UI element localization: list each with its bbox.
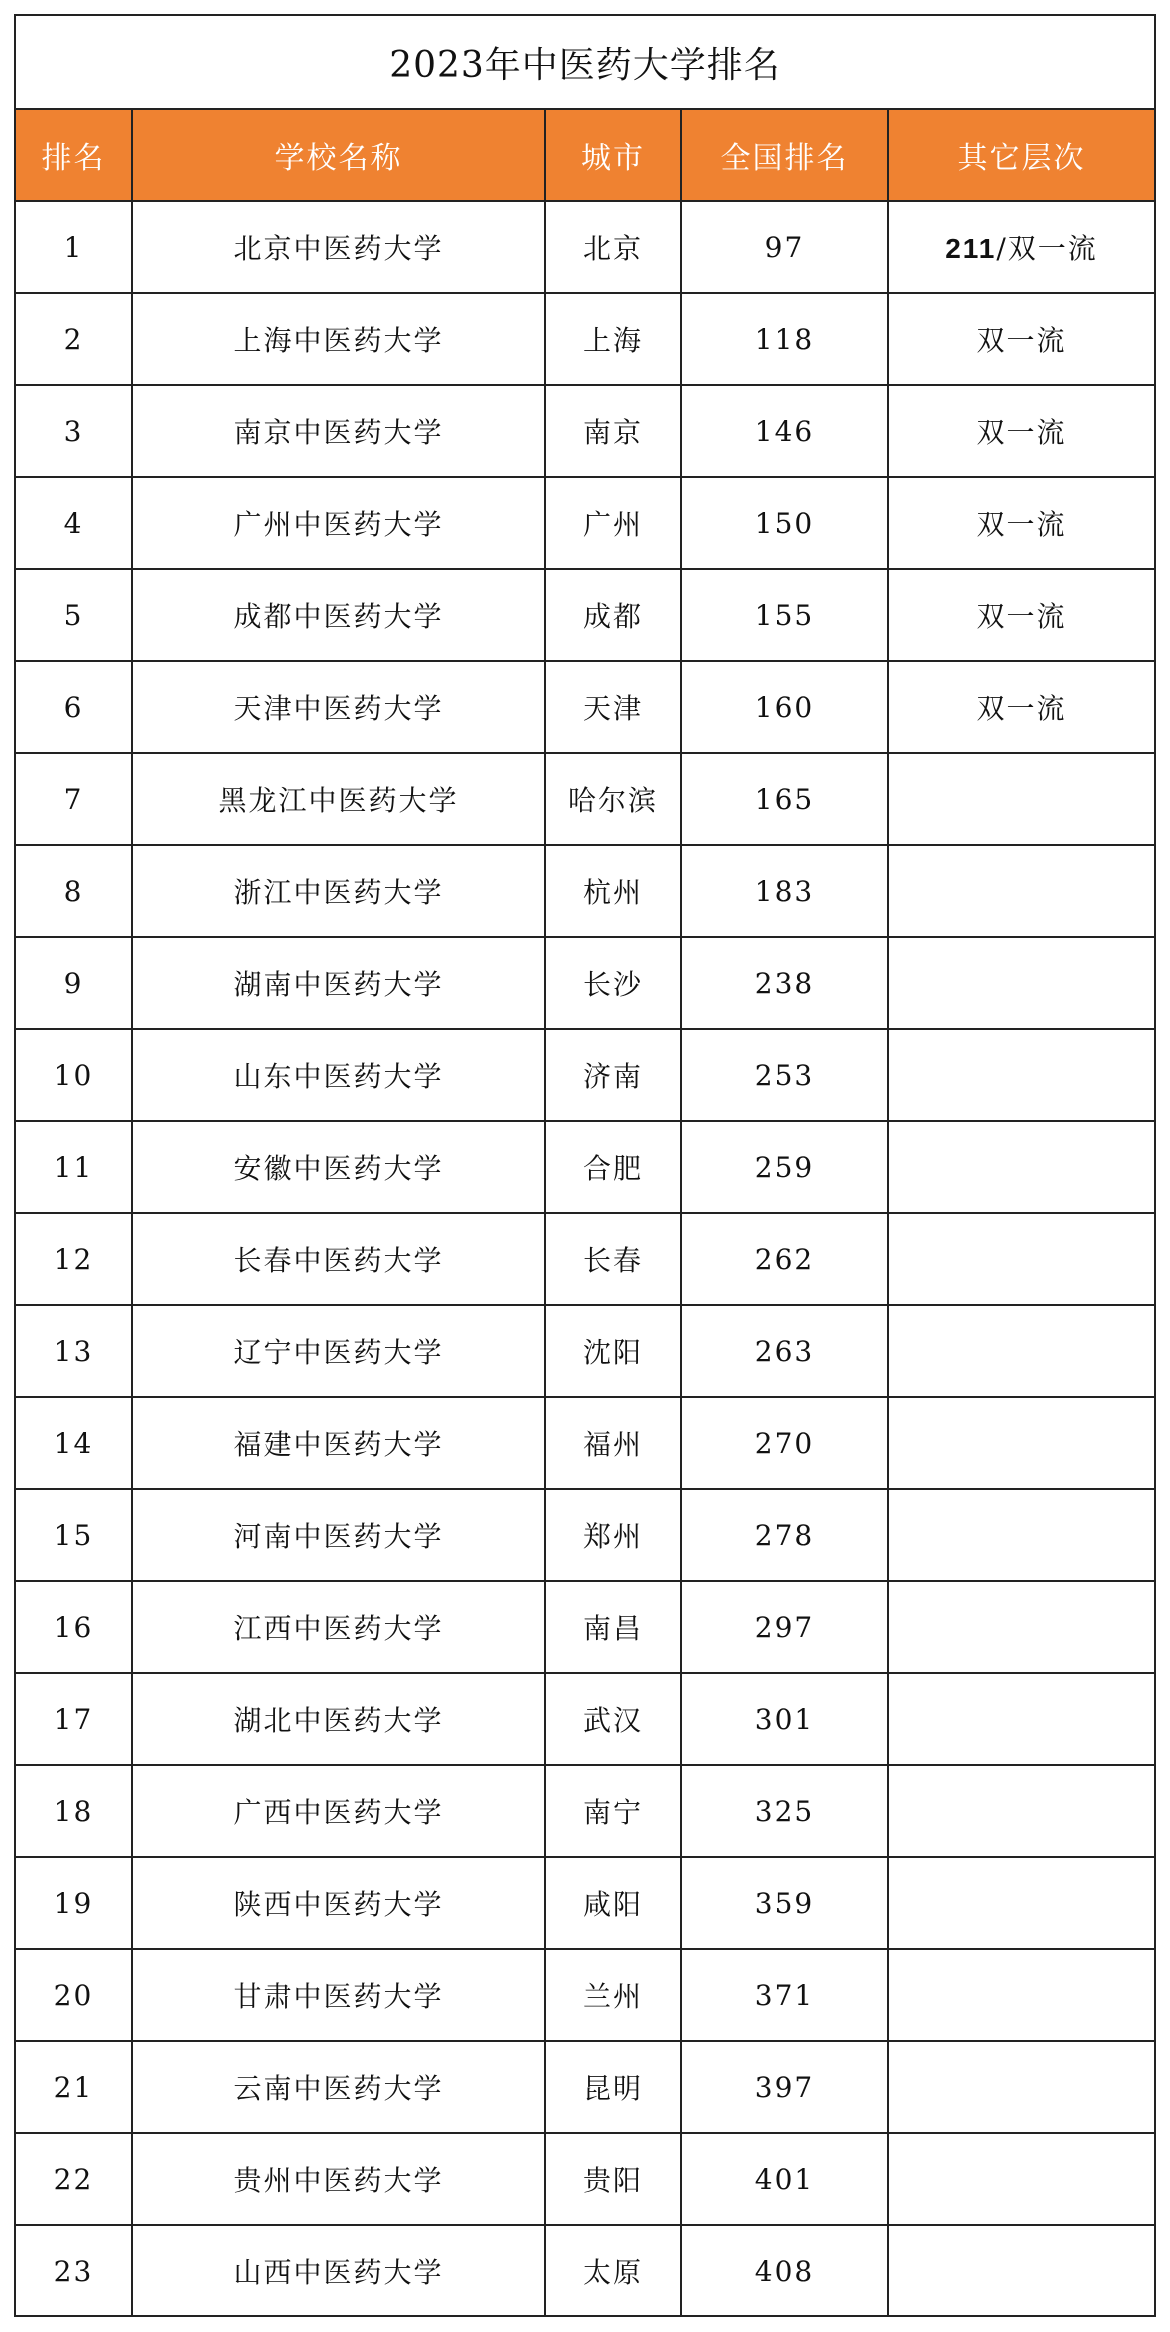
cell-school-name: 广州中医药大学	[132, 477, 545, 569]
table-row	[16, 201, 1154, 293]
level-text: /双一流	[996, 232, 1098, 265]
table-row	[16, 2225, 1154, 2316]
cell-rank: 17	[16, 1673, 132, 1765]
cell-national-rank: 146	[681, 385, 888, 477]
cell-rank: 22	[16, 2133, 132, 2225]
cell-city: 合肥	[545, 1121, 681, 1213]
cell-rank: 20	[16, 1949, 132, 2041]
cell-other-level	[888, 1305, 1154, 1397]
cell-rank: 21	[16, 2041, 132, 2133]
cell-school-name: 安徽中医药大学	[132, 1121, 545, 1213]
cell-rank: 9	[16, 937, 132, 1029]
cell-national-rank: 238	[681, 937, 888, 1029]
cell-national-rank: 150	[681, 477, 888, 569]
cell-other-level	[888, 385, 1154, 477]
cell-city: 咸阳	[545, 1857, 681, 1949]
cell-school-name: 上海中医药大学	[132, 293, 545, 385]
table-row	[16, 1765, 1154, 1857]
cell-city: 南昌	[545, 1581, 681, 1673]
table-row	[16, 845, 1154, 937]
cell-other-level	[888, 1397, 1154, 1489]
header-rank: 排名	[16, 110, 132, 201]
cell-school-name: 陕西中医药大学	[132, 1857, 545, 1949]
cell-national-rank: 118	[681, 293, 888, 385]
cell-city: 杭州	[545, 845, 681, 937]
cell-other-level	[888, 1857, 1154, 1949]
table-row	[16, 1121, 1154, 1213]
cell-national-rank: 165	[681, 753, 888, 845]
table-row	[16, 1489, 1154, 1581]
cell-rank: 1	[16, 201, 132, 293]
cell-school-name: 山东中医药大学	[132, 1029, 545, 1121]
cell-national-rank: 371	[681, 1949, 888, 2041]
cell-rank: 2	[16, 293, 132, 385]
cell-other-level	[888, 2225, 1154, 2316]
cell-school-name: 辽宁中医药大学	[132, 1305, 545, 1397]
table-row	[16, 385, 1154, 477]
cell-rank: 3	[16, 385, 132, 477]
cell-other-level	[888, 1581, 1154, 1673]
cell-city: 哈尔滨	[545, 753, 681, 845]
table-row	[16, 1949, 1154, 2041]
table-row	[16, 937, 1154, 1029]
cell-school-name: 贵州中医药大学	[132, 2133, 545, 2225]
cell-city: 太原	[545, 2225, 681, 2316]
cell-city: 昆明	[545, 2041, 681, 2133]
cell-rank: 18	[16, 1765, 132, 1857]
cell-other-level	[888, 1765, 1154, 1857]
cell-school-name: 甘肃中医药大学	[132, 1949, 545, 2041]
cell-city: 沈阳	[545, 1305, 681, 1397]
cell-rank: 12	[16, 1213, 132, 1305]
table-row	[16, 1029, 1154, 1121]
cell-school-name: 北京中医药大学	[132, 201, 545, 293]
cell-city: 广州	[545, 477, 681, 569]
cell-national-rank: 408	[681, 2225, 888, 2316]
cell-other-level	[888, 661, 1154, 753]
cell-school-name: 长春中医药大学	[132, 1213, 545, 1305]
cell-school-name: 河南中医药大学	[132, 1489, 545, 1581]
cell-rank: 13	[16, 1305, 132, 1397]
table-row	[16, 753, 1154, 845]
cell-other-level	[888, 753, 1154, 845]
cell-national-rank: 183	[681, 845, 888, 937]
cell-national-rank: 325	[681, 1765, 888, 1857]
page-title: 2023年中医药大学排名	[16, 16, 1154, 110]
cell-school-name: 湖南中医药大学	[132, 937, 545, 1029]
cell-school-name: 江西中医药大学	[132, 1581, 545, 1673]
table-row	[16, 1305, 1154, 1397]
table-body	[16, 201, 1154, 2316]
cell-rank: 11	[16, 1121, 132, 1213]
cell-rank: 7	[16, 753, 132, 845]
cell-city: 武汉	[545, 1673, 681, 1765]
table-row	[16, 1857, 1154, 1949]
level-text: 双一流	[976, 416, 1067, 449]
table-row	[16, 1213, 1154, 1305]
cell-national-rank: 297	[681, 1581, 888, 1673]
cell-other-level	[888, 2041, 1154, 2133]
cell-city: 福州	[545, 1397, 681, 1489]
table-row	[16, 1397, 1154, 1489]
cell-other-level	[888, 1029, 1154, 1121]
cell-school-name: 成都中医药大学	[132, 569, 545, 661]
cell-rank: 15	[16, 1489, 132, 1581]
level-text: 双一流	[976, 692, 1067, 725]
level-text: 双一流	[976, 600, 1067, 633]
table-row	[16, 293, 1154, 385]
table-row	[16, 569, 1154, 661]
cell-national-rank: 278	[681, 1489, 888, 1581]
cell-city: 长沙	[545, 937, 681, 1029]
cell-other-level	[888, 1949, 1154, 2041]
cell-city: 济南	[545, 1029, 681, 1121]
cell-national-rank: 160	[681, 661, 888, 753]
cell-rank: 6	[16, 661, 132, 753]
cell-city: 贵阳	[545, 2133, 681, 2225]
table-header	[16, 110, 1154, 201]
cell-school-name: 广西中医药大学	[132, 1765, 545, 1857]
level-text: 双一流	[976, 508, 1067, 541]
cell-rank: 19	[16, 1857, 132, 1949]
cell-other-level	[888, 2133, 1154, 2225]
cell-national-rank: 401	[681, 2133, 888, 2225]
cell-national-rank: 359	[681, 1857, 888, 1949]
cell-national-rank: 155	[681, 569, 888, 661]
cell-school-name: 南京中医药大学	[132, 385, 545, 477]
cell-city: 兰州	[545, 1949, 681, 2041]
cell-school-name: 天津中医药大学	[132, 661, 545, 753]
cell-other-level	[888, 845, 1154, 937]
ranking-table	[16, 110, 1154, 2316]
cell-national-rank: 397	[681, 2041, 888, 2133]
table-row	[16, 2041, 1154, 2133]
cell-other-level	[888, 1213, 1154, 1305]
cell-city: 上海	[545, 293, 681, 385]
cell-city: 天津	[545, 661, 681, 753]
header-city: 城市	[545, 110, 681, 201]
header-other-level: 其它层次	[888, 110, 1154, 201]
cell-other-level	[888, 1121, 1154, 1213]
cell-school-name: 福建中医药大学	[132, 1397, 545, 1489]
cell-national-rank: 259	[681, 1121, 888, 1213]
cell-rank: 16	[16, 1581, 132, 1673]
cell-national-rank: 253	[681, 1029, 888, 1121]
cell-rank: 14	[16, 1397, 132, 1489]
cell-school-name: 云南中医药大学	[132, 2041, 545, 2133]
cell-national-rank: 262	[681, 1213, 888, 1305]
level-text: 双一流	[976, 324, 1067, 357]
cell-other-level	[888, 293, 1154, 385]
cell-rank: 4	[16, 477, 132, 569]
cell-other-level	[888, 1673, 1154, 1765]
cell-national-rank: 263	[681, 1305, 888, 1397]
cell-rank: 10	[16, 1029, 132, 1121]
cell-city: 郑州	[545, 1489, 681, 1581]
cell-city: 长春	[545, 1213, 681, 1305]
table-row	[16, 2133, 1154, 2225]
cell-city: 北京	[545, 201, 681, 293]
cell-school-name: 浙江中医药大学	[132, 845, 545, 937]
cell-school-name: 湖北中医药大学	[132, 1673, 545, 1765]
cell-school-name: 山西中医药大学	[132, 2225, 545, 2316]
cell-other-level	[888, 1489, 1154, 1581]
header-row	[16, 110, 1154, 201]
cell-city: 南宁	[545, 1765, 681, 1857]
cell-national-rank: 97	[681, 201, 888, 293]
cell-national-rank: 301	[681, 1673, 888, 1765]
cell-rank: 8	[16, 845, 132, 937]
ranking-sheet	[14, 14, 1156, 2317]
cell-city: 南京	[545, 385, 681, 477]
cell-other-level	[888, 477, 1154, 569]
table-row	[16, 1673, 1154, 1765]
cell-rank: 23	[16, 2225, 132, 2316]
cell-school-name: 黑龙江中医药大学	[132, 753, 545, 845]
cell-national-rank: 270	[681, 1397, 888, 1489]
level-211-tag: 211	[945, 233, 997, 264]
cell-other-level	[888, 201, 1154, 293]
cell-rank: 5	[16, 569, 132, 661]
cell-other-level	[888, 937, 1154, 1029]
table-row	[16, 477, 1154, 569]
table-row	[16, 661, 1154, 753]
table-row	[16, 1581, 1154, 1673]
cell-city: 成都	[545, 569, 681, 661]
cell-other-level	[888, 569, 1154, 661]
header-school-name: 学校名称	[132, 110, 545, 201]
header-national-rank: 全国排名	[681, 110, 888, 201]
